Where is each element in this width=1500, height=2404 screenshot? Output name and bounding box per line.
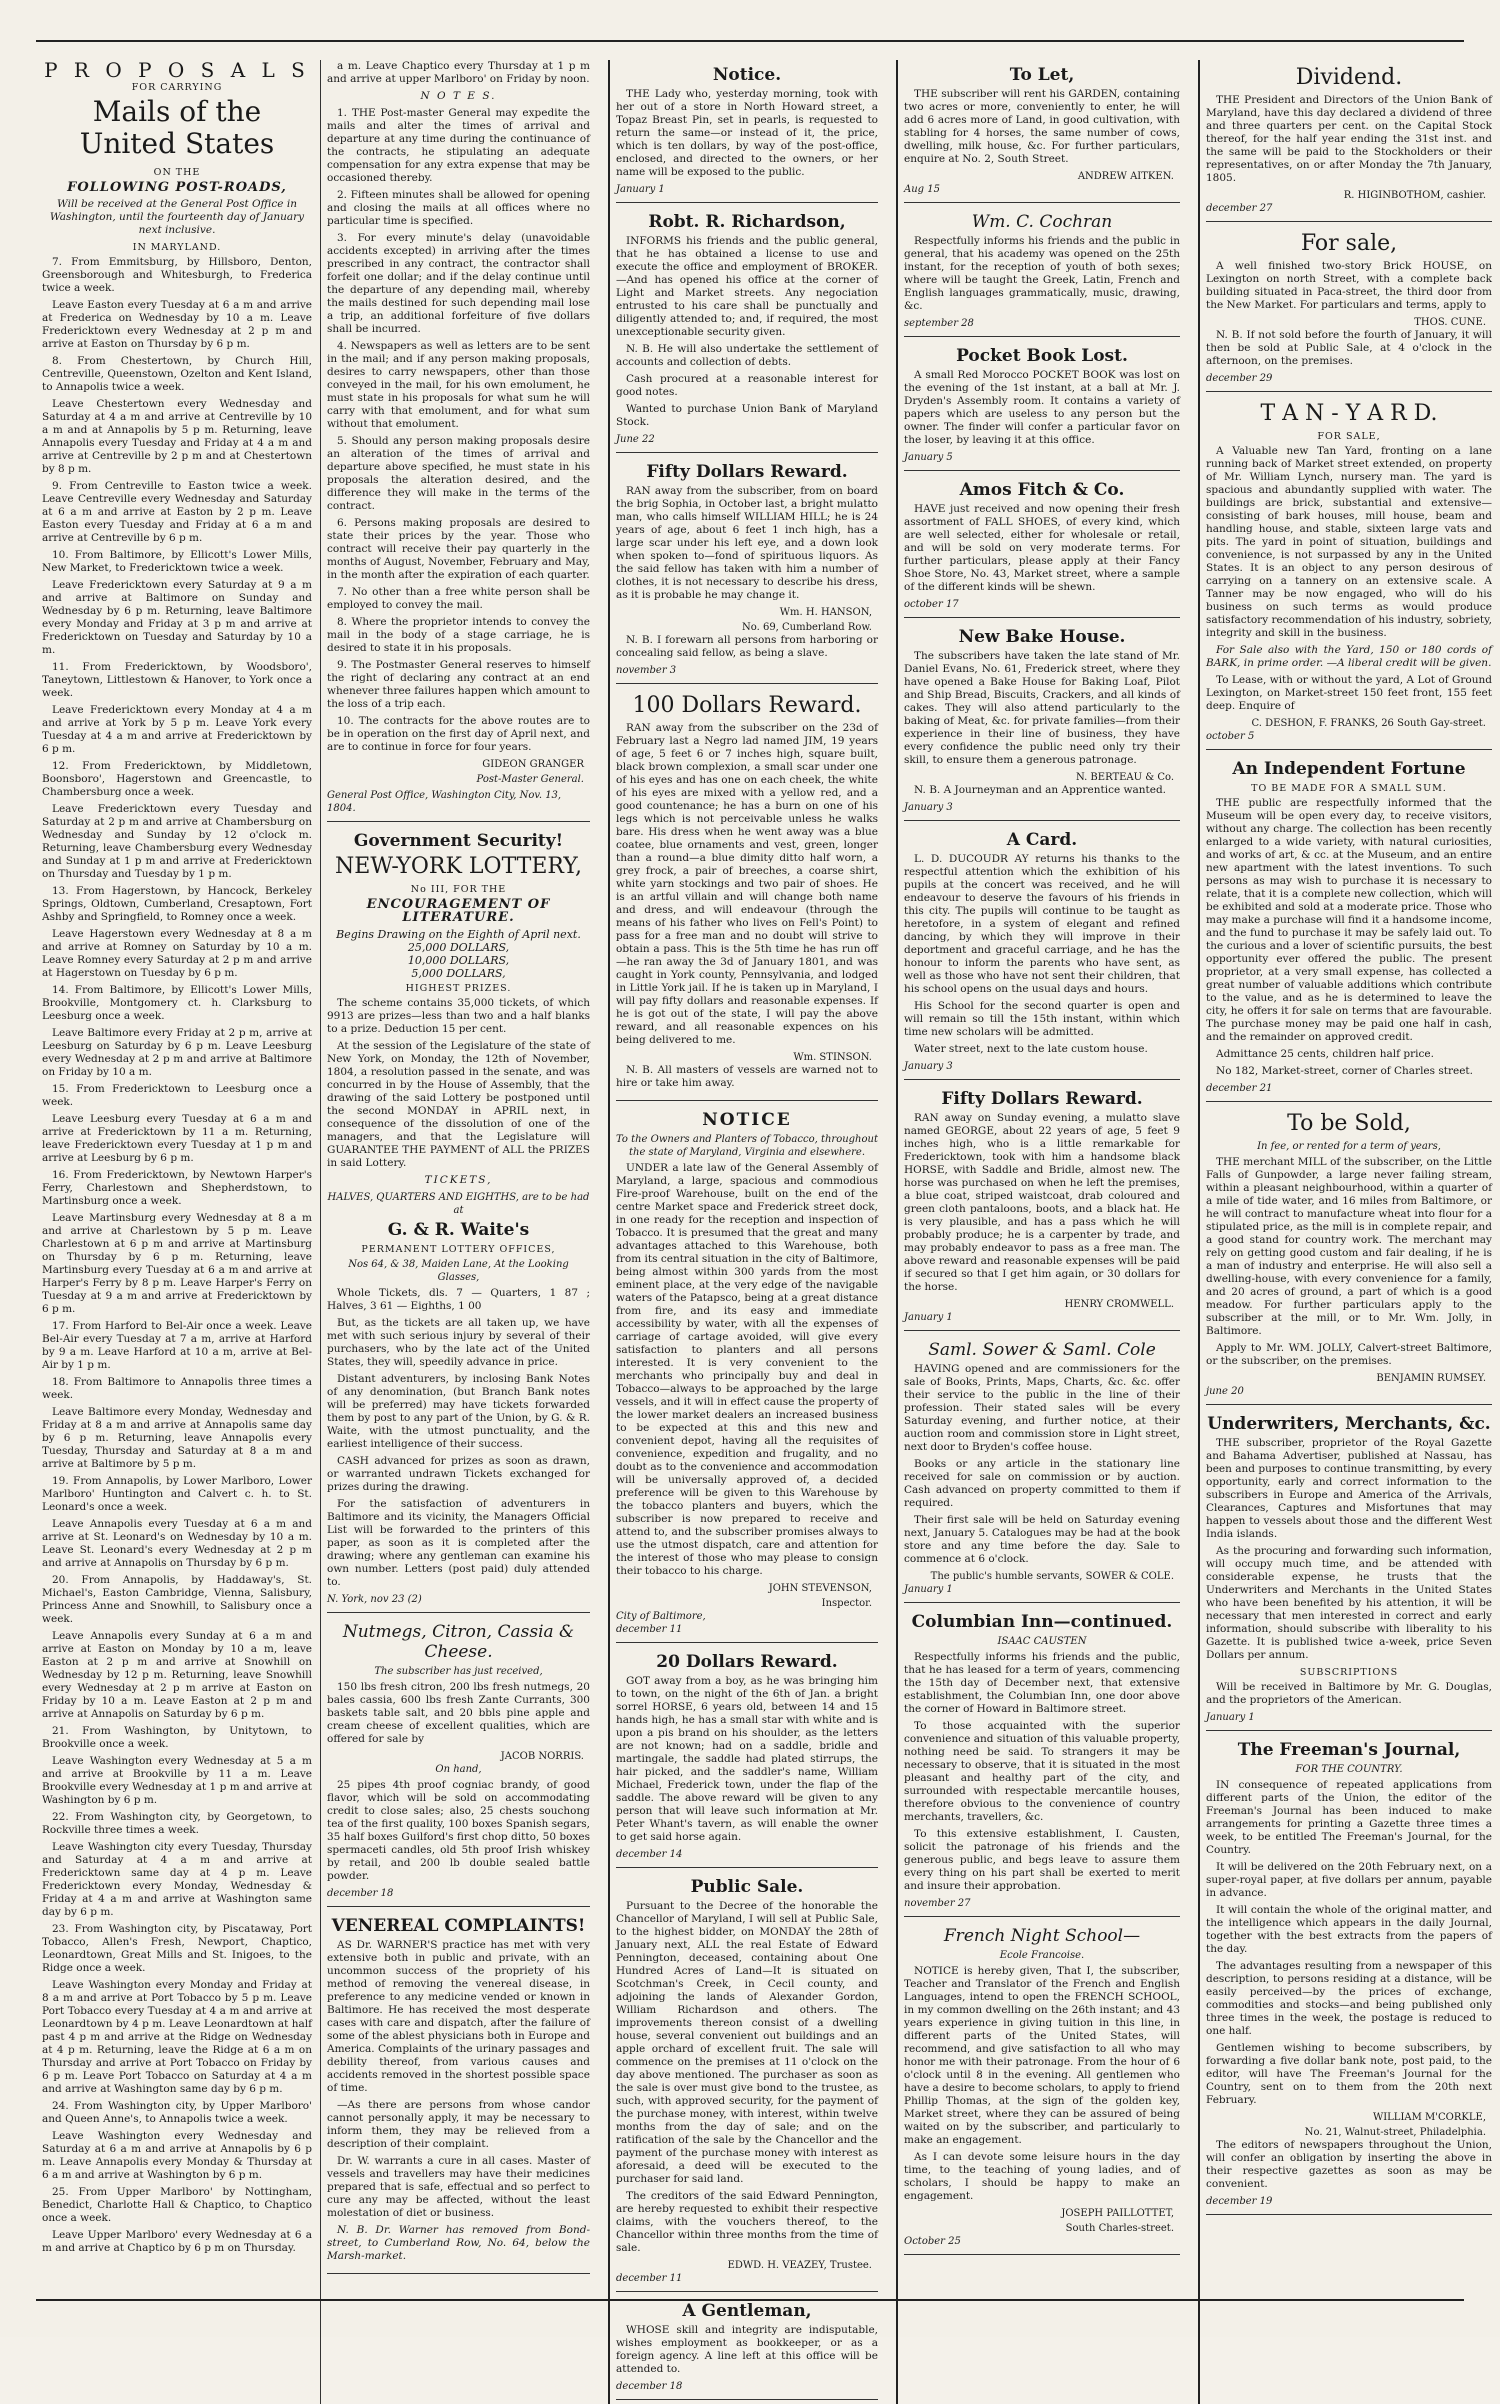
- freeman-nb: The editors of newspapers throughout the Union, will confer an obligation by inserting the above in their respective gazettes as soon as may be convenient.: [1206, 2139, 1492, 2190]
- sower-cole-text: HAVING opened and are commissioners for the sale of Books, Prints, Maps, Charts, &c. &c. offer their service to the public in the line of their profession. Their stated sales will be every Saturday evening, and further notice, at their auction room and commission store in Light street, next door to Bryden's coffee house.: [904, 1363, 1180, 1453]
- pocket-book-ad: [904, 341, 1180, 471]
- fortune-heading: An Independent Fortune: [1232, 759, 1466, 779]
- freeman-text-5: Gentlemen wishing to become subscribers, by forwarding a five dollar bank note, post paid, to the editor, will have The Freeman's Journal for the Country, sent on to them from the 20th next February.: [1206, 2042, 1492, 2106]
- nutmeg-text-2: 25 pipes 4th proof cogniac brandy, of good flavor, which will be sold on accommodating credit to close sales; also, 25 chests souchong tea of the first quality, 100 boxes Spanish segars, 35 half boxes Guilford's first chop ditto, 50 boxes spermaceti candles, old 5th proof Irish whiskey by retail, and 200 lb double sealed battle powder.: [327, 1779, 590, 1882]
- tobacco-role: Inspector.: [821, 1598, 872, 1609]
- note-item: 1. THE Post-master General may expedite the mails and alter the times of arrival and departure at any time during the continuance of the contracts, he stipulating an adequate compensation for any extra expense that may be occasioned thereby.: [327, 107, 590, 184]
- route-item: 9. From Centreville to Easton twice a week. Leave Centreville every Wednesday and Saturday at 6 a m and arrive at Easton by 2 p m. Leave Easton every Tuesday and Friday at 6 a m and arrive at Centreville by 6 p m.: [42, 480, 312, 544]
- gentleman-ad: [616, 2296, 878, 2400]
- granger-place: General Post Office, Washington City, Nov. 13, 1804.: [327, 790, 562, 814]
- tobesold-heading: To be Sold,: [1287, 1111, 1411, 1136]
- prize-line: HIGHEST PRIZES.: [405, 983, 512, 994]
- bake-house-nb: N. B. A Journeyman and an Apprentice wanted.: [914, 784, 1167, 796]
- fortune-text: THE public are respectfully informed that the Museum will be open every day, to receive visitors, without any charge. The collection has been recently enlarged to a wide variety, with natural curiosities, and works of art, & cc. at the Museum, and an entire new apartment with the latest inventions. To such persons as may wish to purchase it is necessary to relate, that it is a complete new collection, which will be exhibited and sold at a moderate price. Those who may make a purchase will find it a handsome income, and the fund to purchase it may be safely laid out. To the curious and a lover of scientific pursuits, the best opportunity ever offered the public. The present proprietor, at a very small expense, has collected a great number of valuable additions which contribute to the value, and as he is determined to leave the city, he offers it for sale on terms that are favourable. The purchase money may be paid one half in cash, and the remainder on approved credit.: [1206, 797, 1492, 1043]
- route-item: 17. From Harford to Bel-Air once a week. Leave Bel-Air every Tuesday at 7 a m, arrive at Harford by 9 a m. Leave Harford at 10 a m, arrive at Bel-Air by 1 p m.: [42, 1320, 312, 1371]
- route-item: Leave Fredericktown every Monday at 4 a m and arrive at York by 5 p m. Leave York every Tuesday at 4 a m and arrive at Fredericktown by 6 p m.: [42, 704, 312, 755]
- columbian-inn-text: Respectfully informs his friends and the public, that he has leased for a term of years, commencing the 15th day of December next, that extensive establishment, the Columbian Inn, one door above the corner of Howard in Baltimore street.: [904, 1651, 1180, 1715]
- hundred-reward-ad: [616, 688, 878, 1101]
- route-item: Leave Upper Marlboro' every Wednesday at 6 a m and arrive at Chaptico by 6 p m on Thursday.: [42, 2229, 312, 2254]
- prize-line: 10,000 DOLLARS,: [407, 954, 510, 967]
- note-item: 3. For every minute's delay (unavoidable accidents excepted) in arriving after the times prescribed in any contract, the contractor shall forfeit one dollar; and if the delay continue until the departure of any depending mail, whereby the mails destined for such depending mail lose a trip, an additional forfeiture of five dollars shall be incurred.: [327, 232, 590, 335]
- waite-paragraph: But, as the tickets are all taken up, we have met with such serious injury by several of their purchasers, who by the late act of the United States, they will, speedily advance in price.: [327, 1317, 590, 1368]
- tobesold-ad: [1206, 1106, 1492, 1405]
- freeman-text: IN consequence of repeated applications from different parts of the Union, the editor of the Freeman's Journal has been induced to make arrangements for printing a Gazette three times a week, to be entitled The Freeman's Journal, for the Country.: [1206, 1779, 1492, 1856]
- card-address: Water street, next to the late custom house.: [914, 1043, 1148, 1055]
- columbian-inn-heading: Columbian Inn—continued.: [911, 1612, 1173, 1632]
- nutmeg-ad: [327, 1617, 590, 1907]
- freeman-date: december 19: [1206, 2196, 1273, 2207]
- fifty-reward-heading: Fifty Dollars Reward.: [646, 462, 848, 482]
- french-school-text: NOTICE is hereby given, That I, the subscriber, Teacher and Translator of the French and English Languages, intend to open the FRENCH SCHOOL, in my common dwelling on the 26th instant; and 43 years experience in giving tuition in this line, in different parts of the United States, will recommend, and give satisfaction to all who may honor me with their patronage. From the hour of 6 o'clock until 8 in the evening. All gentlemen who have a desire to become scholars, to apply to friend Phillip Thomas, at the sign of the golden key, Market street, where they can be assured of being waited on by the subscriber, and particularly to make an engagement.: [904, 1965, 1180, 2146]
- bake-house-sign: N. BERTEAU & Co.: [1075, 772, 1174, 783]
- french-school-sign: JOSEPH PAILLOTTET,: [1061, 2208, 1174, 2219]
- gentleman-date: december 18: [616, 2381, 683, 2392]
- fifty-reward-ad: [616, 457, 878, 684]
- french-school-text-2: As I can devote some leisure hours in the day time, to the teaching of young ladies, and of scholars, I should be happy to make an engagement.: [904, 2151, 1180, 2202]
- waite-paragraph: For the satisfaction of adventurers in Baltimore and its vicinity, the Managers Official List will be forwarded to the printers of this paper, as soon as it is completed after the drawing; where any gentleman can examine his own number. Letters (post paid) duly attended to.: [327, 1498, 590, 1588]
- underwriters-subs: Will be received in Baltimore by Mr. G. Douglas, and the proprietors of the American.: [1206, 1681, 1492, 1706]
- cochran-text: Respectfully informs his friends and the public in general, that his academy was opened on the 25th instant, for the reception of youth of both sexes; where will be taught the Greek, Latin, French and English languages grammatically, music, drawing, &c.: [904, 235, 1180, 312]
- richardson-ad: [616, 207, 878, 453]
- nutmeg-sub: The subscriber has just received,: [374, 1666, 543, 1677]
- fifty-reward-text: RAN away from the subscriber, from on board the brig Sophia, in October last, a bright mulatto man, who calls himself WILLIAM HILL; he is 24 years of age, about 6 feet 1 inch high, has a large scar under his left eye, and a down look when spoken to—fond of spirituous liquors. As the said fellow has taken with him a number of clothes, it is not necessary to describe his dress, as it is probable he may change it.: [616, 485, 878, 601]
- proposals-intro: Will be received at the General Post Office in Washington, until the fourteenth day of January next inclusive.: [49, 198, 305, 236]
- route-item: 21. From Washington, by Unitytown, to Brookville once a week.: [42, 1725, 312, 1750]
- hundred-reward-text: RAN away from the subscriber on the 23d of February last a Negro lad named JIM, 19 years of age, 5 feet 6 or 7 inches high, square built, black brown complexion, a small scar under one of his eyes and has one on each cheek, the white of his eyes are mixed with a yellow red, and a good countenance; he has a burn on one of his legs which is not perceivable unless he walks bare. His dress when he went away was a blue coatee, blue ornaments and vest, green, longer than a round—a blue dimity ditto half worn, a grey frock, a pair of breeches, a coarse shirt, white yarn stockings and two pair of shoes. He is an artful villain and will change both name and dress, and will endeavour (through the means of his father who lives on Fell's Point) to pass for a free man and no doubt will strive to obtain a pass. This is the 5th time he has run off—he ran away the 3d of January 1801, and was caught in York county, Pennsylvania, and lodged in Little York jail. If he is taken up in Maryland, I will pay fifty dollars and reasonable expenses. If he is got out of the state, I will pay the above reward, and all reasonable expences on his being delivered to me.: [616, 722, 878, 1046]
- sower-cole-ad: [904, 1335, 1180, 1603]
- french-school-heading: French Night School—: [943, 1926, 1141, 1946]
- twenty-reward-text: GOT away from a boy, as he was bringing him to town, on the night of the 6th of Jan. a bright sorrel HORSE, 6 years old, between 14 and 15 hands high, he has a small star with white and is upon a pis brand on his shoulder, as the letters are not known; had on a saddle, bridle and martingale, the saddle had plated stirrups, the hair picked, and the saddler's name, William Michael, Frederick town, under the flap of the saddle. The above reward will be given to any person that will leave such information at Mr. Peter Whant's tavern, as will enable the owner to get said horse again.: [616, 1675, 878, 1843]
- tanyard-sign: C. DESHON, F. FRANKS, 26 South Gay-street.: [1251, 718, 1486, 729]
- tanyard-text-3: To Lease, with or without the yard, A Lot of Ground Lexington, on Market-street 150 feet front, 155 feet deep. Enquire of: [1206, 674, 1492, 712]
- tickets-heading: TICKETS,: [424, 1174, 493, 1186]
- bake-house-heading: New Bake House.: [958, 627, 1126, 647]
- lottery-number: No III, FOR THE: [410, 884, 507, 895]
- underwriters-date: January 1: [1206, 1712, 1255, 1723]
- dividend-text: THE President and Directors of the Union Bank of Maryland, have this day declared a dividend of three and three quarters per cent. on the Capital Stock thereof, for the half year ending the 31st inst. and the same will be paid to the Stockholders or their representatives, on or after Monday the 7th January, 1805.: [1206, 94, 1492, 184]
- tobesold-date: june 20: [1206, 1386, 1244, 1397]
- fortune-text-2: Admittance 25 cents, children half price.: [1216, 1048, 1434, 1060]
- cochran-heading: Wm. C. Cochran: [971, 212, 1113, 232]
- route-item: 16. From Fredericktown, by Newtown Harper's Ferry, Charlestown and Shepherdstown, to Martinsburg once a week.: [42, 1169, 312, 1207]
- venereal-heading: VENEREAL COMPLAINTS!: [331, 1916, 586, 1936]
- hundred-reward-heading: 100 Dollars Reward.: [632, 693, 862, 718]
- route-item: 25. From Upper Marlboro' by Nottingham, Benedict, Charlotte Hall & Chaptico, to Chaptico once a week.: [42, 2186, 312, 2224]
- twenty-reward-date: december 14: [616, 1849, 683, 1860]
- fifty-reward-2-heading: Fifty Dollars Reward.: [941, 1089, 1143, 1109]
- tobacco-place: City of Baltimore,: [616, 1611, 706, 1622]
- ticket-prices: Whole Tickets, dls. 7 — Quarters, 1 87 ; Halves, 3 61 — Eighths, 1 00: [327, 1287, 590, 1312]
- route-item: 23. From Washington city, by Piscataway, Port Tobacco, Allen's Fresh, Newport, Chaptico, Leonardtown, Great Mills and St. Inigoes, to the Ridge once a week.: [42, 1923, 312, 1974]
- venereal-paragraph: Dr. W. warrants a cure in all cases. Master of vessels and travellers may have their medicines prepared that is safe, effectual and so perfect to cure any may be affected, without the least molestation of diet or business.: [327, 2155, 590, 2219]
- public-sale-sign: EDWD. H. VEAZEY, Trustee.: [727, 2260, 872, 2271]
- fifty-reward-sign: Wm. H. HANSON,: [779, 607, 872, 618]
- tobacco-sub: To the Owners and Planters of Tobacco, throughout the state of Maryland, Virginia and elsewhere.: [616, 1134, 878, 1158]
- french-school-date: October 25: [904, 2236, 961, 2247]
- waite-paragraph: CASH advanced for prizes as soon as drawn, or warranted undrawn Tickets exchanged for prizes during the drawing.: [327, 1455, 590, 1493]
- fifty-reward-2-date: January 1: [904, 1312, 953, 1323]
- lottery-paragraph: At the session of the Legislature of the state of New York, on Monday, the 12th of November, 1804, a resolution passed in the senate, and was concurred in by the House of Assembly, that the drawing of the said Lottery be postponed until the second MONDAY in APRIL next, in consequence of the dissolution of one of the managers, and that the Legislature will GUARANTEE THE PAYMENT of ALL the PRIZES in said Lottery.: [327, 1040, 590, 1169]
- underwriters-heading: Underwriters, Merchants, &c.: [1207, 1414, 1491, 1434]
- note-item: 10. The contracts for the above routes are to be in operation on the first day of April next, and are to continue in force for four years.: [327, 715, 590, 753]
- public-sale-text: Pursuant to the Decree of the honorable the Chancellor of Maryland, I will sell at Public Sale, to the highest bidder, on MONDAY the 28th of January next, ALL the real Estate of Edward Pennington, deceased, containing about One Hundred Acres of Land—It is situated on Scotchman's Creek, in Cecil county, and adjoining the lands of Alexander Gordon, William Richardson and others. The improvements thereon consist of a dwelling house, several convenient out buildings and an apple orchard of excellent fruit. The sale will commence on the premises at 11 o'clock on the day above mentioned. The purchaser as soon as the sale is over must give bond to the trustee, as such, with approved security, for the payment of the purchase money, with interest, within twelve months from the day of sale; and on the ratification of the sale by the Chancellor and the payment of the purchase money with interest as aforesaid, a deed will be executed to the purchaser for said land.: [616, 1900, 878, 2185]
- tickets-sub: HALVES, QUARTERS AND EIGHTHS, are to be had at: [327, 1192, 590, 1216]
- tolet-text: THE subscriber will rent his GARDEN, containing two acres or more, conveniently to enter, he will add 6 acres more of Land, in good cultivation, with stabling for 4 horses, the same number of cows, dwelling, milk house, &c. For further particulars, enquire at No. 2, South Street.: [904, 88, 1180, 165]
- prize-line: 5,000 DOLLARS,: [411, 967, 506, 980]
- venereal-paragraph: N. B. Dr. Warner has removed from Bond-street, to Cumberland Row, No. 64, below the Marsh-market.: [327, 2224, 590, 2262]
- tolet-ad: [904, 60, 1180, 203]
- forsale-nb: N. B. If not sold before the fourth of January, it will then be sold at Public Sale, at 4 o'clock in the afternoon, on the premises.: [1206, 329, 1492, 367]
- tobacco-date: december 11: [616, 1624, 683, 1635]
- sower-cole-text-3: Their first sale will be held on Saturday evening next, January 5. Catalogues may be had at the book store and any time before the day. Sale to commence at 6 o'clock.: [904, 1514, 1180, 1565]
- freeman-sub: FOR THE COUNTRY.: [1295, 1764, 1403, 1775]
- lottery-title: NEW-YORK LOTTERY,: [335, 854, 582, 879]
- tobesold-text-2: Apply to Mr. WM. JOLLY, Calvert-street Baltimore, or the subscriber, on the premises.: [1206, 1342, 1492, 1367]
- route-item: Leave Annapolis every Tuesday at 6 a m and arrive at St. Leonard's on Wednesday by 10 a m. Leave St. Leonard's every Wednesday at 2 p m and arrive at Annapolis on Thursday by 6 p m.: [42, 1518, 312, 1569]
- underwriters-text-2: As the procuring and forwarding such information, will occupy much time, and be attended with considerable expense, he trusts that the Underwriters and Merchants in the United States who have been benefited by his attention, it will be necessary that men interested in correct and early information, should subscribe with liberality to his Gazette. It is published twice a-week, price Seven Dollars per annum.: [1206, 1545, 1492, 1661]
- nutmeg-heading: Nutmegs, Citron, Cassia & Cheese.: [342, 1622, 575, 1662]
- underwriters-text: THE subscriber, proprietor of the Royal Gazette and Bahama Advertiser, published at Nassau, has been and purposes to continue transmitting, by every opportunity, early and correct information to the subscribers in Europe and America of the Arrivals, Clearances, Captures and Misfortunes that may happen to vessels about those and the different West India islands.: [1206, 1437, 1492, 1540]
- route-item: Leave Martinsburg every Wednesday at 8 a m and arrive at Charlestown by 5 p m. Leave Charlestown at 6 p m and arrive at Martinsburg on Thursday by 6 p m. Returning, leave Martinsburg every Tuesday at 6 a m and arrive at Harper's Ferry by 8 p m. Leave Harper's Ferry on Tuesday at 9 a m and arrive at Fredericktown by 6 p m.: [42, 1212, 312, 1315]
- richardson-paragraph: N. B. He will also undertake the settlement of accounts and collection of debts.: [616, 343, 878, 368]
- card-heading: A Card.: [1006, 830, 1078, 850]
- freeman-ad: [1206, 1735, 1492, 2215]
- route-item: Leave Leesburg every Tuesday at 6 a m and arrive at Fredericktown by 11 a m. Returning, leave Fredericktown every Tuesday at 1 p m and arrive at Leesburg by 6 p m.: [42, 1113, 312, 1164]
- bake-house-ad: [904, 622, 1180, 821]
- column-1b: [320, 60, 590, 2404]
- public-sale-heading: Public Sale.: [690, 1877, 804, 1897]
- note-item: 4. Newspapers as well as letters are to be sent in the mail; and if any person making proposals, desires to carry newspapers, other than those conveyed in the mail, for his own emolument, he must state in his proposals for what sum he will carry with that emolument, and for what sum without that emolument.: [327, 340, 590, 430]
- tanyard-text-2: For Sale also with the Yard, 150 or 180 cords of BARK, in prime order. —A liberal credit will be given.: [1206, 644, 1492, 669]
- route-item: Leave Fredericktown every Tuesday and Saturday at 2 p m and arrive at Chambersburg on Wednesday and Sunday by 12 o'clock m. Returning, leave Chambersburg every Wednesday and Sunday at 1 p m and arrive at Fredericktown on Thursday and Tuesday by 1 p m.: [42, 803, 312, 880]
- hundred-reward-sign: Wm. STINSON.: [793, 1052, 872, 1063]
- lottery-begins: Begins Drawing on the Eighth of April next.: [336, 928, 581, 941]
- pocket-book-date: January 5: [904, 452, 953, 463]
- route-item: 7. From Emmitsburg, by Hillsboro, Denton, Greensborough and Whitesburgh, to Frederica twice a week.: [42, 256, 312, 294]
- richardson-heading: Robt. R. Richardson,: [648, 212, 846, 232]
- freeman-text-2: It will be delivered on the 20th February next, on a super-royal paper, at five dollars per annum, payable in advance.: [1206, 1861, 1492, 1899]
- hundred-reward-nb: N. B. All masters of vessels are warned not to hire or take him away.: [616, 1064, 878, 1089]
- column-4: [1198, 60, 1498, 2404]
- tobacco-text: UNDER a late law of the General Assembly of Maryland, a large, spacious and commodious Fire-proof Warehouse, built on the end of the centre Market space and Frederick street dock, in one ready for the reception and inspection of Tobacco. It is presumed that the great and many advantages attached to this Warehouse, both from its central situation in the city of Baltimore, being almost within 300 yards from the most eminent place, at the very edge of the navigable waters of the Patapsco, being at a great distance from fire, and its easy and immediate accessibility by water, with all the expenses of carriage of cartage avoided, will give every satisfaction to planters and all persons interested. It is very convenient to the merchants who principally buy and deal in Tobacco—always to be approached by the large vessels, and it will in effect cause the property of the lower market dealers an increased business to be expected at this and this new and convenient depot, having all the requisites of convenience, expedition and frugality, and no doubt as to the convenience and accommodation will be universally approved of, a decided preference will be given to this Warehouse by the tobacco planters and buyers, which the subscriber is now prepared to receive and attend to, and the subscriber promises always to use the utmost dispatch, care and attention for the interest of those who may please to consign their tobacco to his charge.: [616, 1162, 878, 1577]
- route-item: 19. From Annapolis, by Lower Marlboro, Lower Marlboro' Huntington and Calvert c. h. to St. Leonard's once a week.: [42, 1475, 312, 1513]
- tobesold-sign: BENJAMIN RUMSEY.: [1376, 1373, 1486, 1384]
- route-item: 22. From Washington city, by Georgetown, to Rockville three times a week.: [42, 1811, 312, 1836]
- lottery-ad: [327, 826, 590, 1613]
- dividend-ad: [1206, 60, 1492, 222]
- venereal-ad: [327, 1911, 590, 2274]
- venereal-paragraph: AS Dr. WARNER'S practice has met with very extensive both in public and private, with an uncommon success of the propriety of his method of removing the venereal disease, in preference to any medicine vended or known in Baltimore. He has received the most desperate cases with care and dispatch, after the failure of some of the ablest physicians both in Europe and America. Complaints of the urinary passages and debility thereof, from various causes and accidents removed in the shortest possible space of time.: [327, 1939, 590, 2094]
- waite-sub: PERMANENT LOTTERY OFFICES,: [361, 1244, 556, 1255]
- french-school-address: South Charles-street.: [1065, 2223, 1174, 2234]
- dividend-heading: Dividend.: [1295, 65, 1403, 90]
- card-text: L. D. DUCOUDR AY returns his thanks to the respectful attention which the exhibition of his pupils at the concert was received, and he will endeavour to deserve the favours of his friends in this city. The pupils will continue to be taught as heretofore, in a system of elegant and refined dancing, by which they will improve in their deportment and graceful carriage, and he has the honour to inform the parents who have sent, as well as those who have not sent their children, that his school opens on the usual days and hours.: [904, 853, 1180, 995]
- amos-fitch-ad: [904, 475, 1180, 618]
- columbian-inn-date: november 27: [904, 1898, 971, 1909]
- route-item: 15. From Fredericktown to Leesburg once a week.: [42, 1083, 312, 1108]
- lottery-subtitle: ENCOURAGEMENT OF LITERATURE.: [366, 897, 551, 925]
- tanyard-sub: FOR SALE,: [1317, 431, 1381, 442]
- tobacco-heading: NOTICE: [702, 1110, 792, 1130]
- richardson-paragraph: Cash procured at a reasonable interest for good notes.: [616, 373, 878, 398]
- tobesold-text: THE merchant MILL of the subscriber, on the Little Falls of Gunpowder, a large never failing stream, within a pleasant neighbourhood, within a quarter of a mile of tide water, and 16 miles from Baltimore, or he will contract to manufacture wheat into flour for a stipulated price, as the mill is in complete repair, and a good stand for country work. The merchant may rely on getting good custom and fair dealing, if he is a man of industry and enterprise. He will also sell a dwelling-house, with every convenience for a family, and 20 acres of ground, a part of which is a good meadow. For further particulars apply to the subscriber at the mill, or to Mr. Wm. Jolly, in Baltimore.: [1206, 1156, 1492, 1337]
- freeman-heading: The Freeman's Journal,: [1237, 1740, 1461, 1760]
- route-item: Leave Annapolis every Sunday at 6 a m and arrive at Easton on Monday by 10 a m, leave Easton at 2 p m and arrive at Snowhill on Wednesday by 12 p m. Returning, leave Snowhill every Wednesday at 2 p m arrive at Easton on Friday by 10 a m. Leave Easton at 2 p m and arrive at Annapolis on Saturday by 6 p m.: [42, 1630, 312, 1720]
- tobesold-sub: In fee, or rented for a term of years,: [1257, 1141, 1441, 1152]
- fifty-reward-address: No. 69, Cumberland Row.: [742, 622, 872, 633]
- fifty-reward-nb: N. B. I forewarn all persons from harboring or concealing said fellow, as being a slave.: [616, 634, 878, 659]
- tolet-sign: ANDREW AITKEN.: [1077, 171, 1174, 182]
- notes-lead: a m. Leave Chaptico every Thursday at 1 p m and arrive at upper Marlboro' on Friday by noon.: [327, 60, 590, 85]
- route-item: Leave Baltimore every Monday, Wednesday and Friday at 8 a m and arrive at Annapolis same day by 6 p m. Returning, leave Annapolis every Tuesday, Thursday and Saturday at 8 a m and arrive at Baltimore by 5 p m.: [42, 1406, 312, 1470]
- sower-cole-heading: Saml. Sower & Saml. Cole: [928, 1340, 1156, 1360]
- notes-heading: N O T E S.: [420, 90, 497, 102]
- note-item: 8. Where the proprietor intends to convey the mail in the body of a stage carriage, he is desired to state it in his proposals.: [327, 616, 590, 654]
- tobacco-ad: [616, 1105, 878, 1643]
- card-nb: His School for the second quarter is open and will remain so till the 15th instant, within which time new scholars will be admitted.: [904, 1000, 1180, 1038]
- state-heading: IN MARYLAND.: [132, 242, 222, 253]
- fortune-address: No 182, Market-street, corner of Charles street.: [1216, 1065, 1473, 1077]
- bake-house-text: The subscribers have taken the late stand of Mr. Daniel Evans, No. 61, Frederick street, where they have opened a Bake House for Baking Loaf, Pilot and Ship Bread, Biscuits, Crackers, and all kinds of cakes. They will also attend particularly to the baking of Meat, &c. for private families—from their experience in their line of business, they have every confidence the public need only try their skill, to ensure them a generous patronage.: [904, 650, 1180, 766]
- fifty-reward-2-text: RAN away on Sunday evening, a mulatto slave named GEORGE, about 22 years of age, 5 feet 9 inches high, who is a little remarkable for Fredericktown, took with him a handsome black HORSE, with Saddle and Bridle, almost new. The horse was purchased on when he left the premises, a blue coat, striped waistcoat, drab coloured and green cloth pantaloons, boots, and a black hat. He is very plausible, and has a pass which he will probably produce; he is a carpenter by trade, and may probably endeavor to pass as a free man. The above reward and reasonable expenses will be paid if secured so that I get him again, or 30 dollars for the horse.: [904, 1112, 1180, 1293]
- fortune-date: december 21: [1206, 1083, 1273, 1094]
- bake-house-date: January 3: [904, 802, 953, 813]
- granger-name: GIDEON GRANGER: [482, 759, 584, 770]
- notice-ad: [616, 60, 878, 203]
- cochran-date: september 28: [904, 318, 974, 329]
- column-1: [36, 60, 596, 2404]
- sower-cole-date: January 1: [904, 1584, 953, 1595]
- forsale-sign: THOS. CUNE.: [1414, 317, 1486, 328]
- mails-title: Mails of the United States: [79, 95, 275, 160]
- forsale-heading: For sale,: [1300, 231, 1398, 256]
- granger-place-block: [327, 786, 590, 822]
- column-2: [608, 60, 884, 2404]
- forsale-ad: [1206, 226, 1492, 392]
- route-item: 24. From Washington city, by Upper Marlboro' and Queen Anne's, to Annapolis twice a week.: [42, 2100, 312, 2125]
- note-item: 7. No other than a free white person shall be employed to convey the mail.: [327, 586, 590, 611]
- gentleman-heading: A Gentleman,: [682, 2301, 812, 2321]
- nutmeg-sign: JACOB NORRIS.: [500, 1751, 584, 1762]
- nutmeg-date: december 18: [327, 1888, 394, 1899]
- freeman-address: No. 21, Walnut-street, Philadelphia.: [1304, 2127, 1486, 2138]
- columbian-inn-sub: ISAAC CAUSTEN: [997, 1636, 1087, 1647]
- route-item: Leave Washington every Wednesday and Saturday at 6 a m and arrive at Annapolis by 6 p m. Leave Annapolis every Monday & Thursday at 6 a m and arrive at Washington by 6 p m.: [42, 2130, 312, 2181]
- public-sale-text-2: The creditors of the said Edward Pennington, are hereby requested to exhibit their respective claims, with the vouchers thereof, to the Chancellor within three months from the time of sale.: [616, 2190, 878, 2254]
- pocket-book-text: A small Red Morocco POCKET BOOK was lost on the evening of the 1st instant, at a ball at Mr. J. Dryden's Assembly room. It contains a variety of papers which are useless to any person but the owner. The finder will confer a particular favor on the loser, by leaving it at this office.: [904, 369, 1180, 446]
- top-rule: [36, 40, 1464, 42]
- card-ad: [904, 825, 1180, 1080]
- waite-address: Nos 64, & 38, Maiden Lane, At the Looking Glasses,: [348, 1259, 569, 1283]
- fifty-reward-2-sign: HENRY CROMWELL.: [1064, 1299, 1174, 1310]
- note-item: 9. The Postmaster General reserves to himself the right of declaring any contract at an end whenever three failures happen which amount to the loss of a trip each.: [327, 659, 590, 710]
- post-roads-title: FOLLOWING POST-ROADS,: [67, 180, 287, 195]
- forsale-date: december 29: [1206, 373, 1273, 384]
- tanyard-date: october 5: [1206, 731, 1255, 742]
- tolet-heading: To Let,: [1009, 65, 1075, 85]
- richardson-date: June 22: [616, 434, 655, 445]
- notice-heading: Notice.: [712, 65, 782, 85]
- tobacco-sign: JOHN STEVENSON,: [768, 1583, 872, 1594]
- route-item: Leave Washington every Wednesday at 5 a m and arrive at Brookville by 11 a m. Leave Brookville every Wednesday at 1 p m and arrive at Washington by 6 p m.: [42, 1755, 312, 1806]
- columbian-inn-text-2: To those acquainted with the superior convenience and situation of this valuable property, nothing need be said. To strangers it may be necessary to observe, that it is situated in the most pleasant and healthy part of the city, and surrounded with respectable mercantile houses, therefore obvious to the convenience of country merchants, travellers, &c.: [904, 1720, 1180, 1823]
- notice-text: THE Lady who, yesterday morning, took with her out of a store in North Howard street, a Topaz Breast Pin, set in pearls, is requested to return the same—or instead of it, the price, which is ten dollars, by way of the post-office, enclosed, and directed to the owners, or her name will be exposed to the public.: [616, 88, 878, 178]
- route-item: 13. From Hagerstown, by Hancock, Berkeley Springs, Oldtown, Cumberland, Cresaptown, Fort Ashby and Springfield, to Romney once a week.: [42, 885, 312, 923]
- for-carrying: FOR CARRYING: [131, 82, 223, 93]
- note-item: 2. Fifteen minutes shall be allowed for opening and closing the mails at all offices where no particular time is specified.: [327, 189, 590, 227]
- card-date: January 3: [904, 1061, 953, 1072]
- route-item: Leave Chestertown every Wednesday and Saturday at 4 a m and arrive at Centreville by 10 a m and at Annapolis by 5 p m. Returning, leave Annapolis every Tuesday and Friday at 4 a m and arrive at Centreville by 2 p m and at Chestertown by 8 p m.: [42, 398, 312, 475]
- route-item: Leave Fredericktown every Saturday at 9 a m and arrive at Baltimore on Sunday and Wednesday by 6 p m. Returning, leave Baltimore every Monday and Friday at 3 p m and arrive at Fredericktown on Tuesday and Saturday by 10 a m.: [42, 579, 312, 656]
- column-1a: [42, 60, 312, 2404]
- underwriters-ad: [1206, 1409, 1492, 1731]
- richardson-paragraph: Wanted to purchase Union Bank of Maryland Stock.: [616, 403, 878, 428]
- note-item: 6. Persons making proposals are desired to state their prices by the year. Those who contract will receive their pay quarterly in the months of August, November, February and May, in the month after the expiration of each quarter.: [327, 517, 590, 581]
- columbian-inn-ad: [904, 1607, 1180, 1917]
- public-sale-date: december 11: [616, 2273, 683, 2284]
- proposals-title: P R O P O S A L S: [44, 58, 310, 82]
- fifty-reward-date: november 3: [616, 665, 677, 676]
- gentleman-text: WHOSE skill and integrity are indisputable, wishes employment as bookkeeper, or as a foreign agency. A line left at this office will be attended to.: [616, 2324, 878, 2375]
- venereal-paragraph: —As there are persons from whose candor cannot personally apply, it may be necessary to inform them, they may be relieved from a description of their complaint.: [327, 2099, 590, 2150]
- waite-date: N. York, nov 23 (2): [327, 1594, 422, 1605]
- amos-fitch-date: october 17: [904, 599, 959, 610]
- bottom-rule: [36, 2299, 1464, 2301]
- prize-line: 25,000 DOLLARS,: [407, 941, 510, 954]
- lottery-heading: Government Security!: [353, 831, 564, 851]
- twenty-reward-heading: 20 Dollars Reward.: [656, 1652, 838, 1672]
- fortune-sub: TO BE MADE FOR A SMALL SUM.: [1251, 783, 1447, 794]
- forsale-text: A well finished two-story Brick HOUSE, on Lexington on north Street, with a complete back building situated in Paca-street, the third door from the New Market. For particulars and terms, apply to: [1206, 260, 1492, 311]
- route-item: 14. From Baltimore, by Ellicott's Lower Mills, Brookville, Montgomery ct. h. Clarksburg to Leesburg once a week.: [42, 984, 312, 1022]
- twenty-reward-ad: [616, 1647, 878, 1868]
- freeman-text-4: The advantages resulting from a newspaper of this description, to persons residing at a distance, will be easily perceived—by the prices of exchange, commodities and stocks—and being published only three times in the week, the postage is reduced to one half.: [1206, 1960, 1492, 2037]
- richardson-paragraph: INFORMS his friends and the public general, that he has obtained a license to use and execute the office and employment of BROKER. —And has opened his office at the corner of Light and Market streets. Any negociation entrusted to his care shall be punctually and diligently attended to; and, if required, the most unexceptionable security given.: [616, 235, 878, 338]
- dividend-sign: R. HIGINBOTHOM, cashier.: [1343, 190, 1486, 201]
- route-item: 20. From Annapolis, by Haddaway's, St. Michael's, Easton Cambridge, Vienna, Salisbury, Princess Anne and Snowhill, to Salisbury once a week.: [42, 1574, 312, 1625]
- column-3: [896, 60, 1186, 2404]
- route-item: Leave Easton every Tuesday at 6 a m and arrive at Frederica on Wednesday by 10 a m. Leave Fredericktown every Wednesday at 2 p m and arrive at Easton on Thursday by 6 p m.: [42, 299, 312, 350]
- nutmeg-text: 150 lbs fresh citron, 200 lbs fresh nutmegs, 20 bales cassia, 600 lbs fresh Zante Currants, 300 baskets table salt, and 20 bbls pine apple and cream cheese of excellent qualities, which are offered for sale by: [327, 1681, 590, 1745]
- on-the: ON THE: [153, 167, 201, 178]
- route-item: 12. From Fredericktown, by Middletown, Boonsboro', Hagerstown and Greencastle, to Chambersburg once a week.: [42, 760, 312, 798]
- route-item: Leave Baltimore every Friday at 2 p m, arrive at Leesburg on Saturday by 6 p m. Leave Leesburg every Wednesday at 2 p m and arrive at Baltimore on Friday by 10 a m.: [42, 1027, 312, 1078]
- pocket-book-heading: Pocket Book Lost.: [956, 346, 1128, 366]
- granger-title: Post-Master General.: [476, 774, 584, 785]
- note-item: 5. Should any person making proposals desire an alteration of the times of arrival and departure above specified, he must state in his proposals the alteration desired, and the difference they will make in the terms of the contract.: [327, 435, 590, 512]
- tanyard-heading: T A N - Y A R D.: [1260, 401, 1438, 426]
- french-school-ad: [904, 1921, 1180, 2255]
- french-school-sub: Ecole Francoise.: [999, 1950, 1085, 1961]
- sower-cole-sign: The public's humble servants, SOWER & COLE.: [930, 1571, 1174, 1582]
- lottery-paragraph: The scheme contains 35,000 tickets, of which 9913 are prizes—less than two and a half blanks to a prize. Deduction 15 per cent.: [327, 997, 590, 1035]
- freeman-text-3: It will contain the whole of the original matter, and the intelligence which appears in the daily Journal, together with the best extracts from the papers of the day.: [1206, 1904, 1492, 1955]
- route-item: 11. From Fredericktown, by Woodsboro', Taneytown, Littlestown & Hanover, to York once a week.: [42, 661, 312, 699]
- waite-name: G. & R. Waite's: [387, 1220, 530, 1240]
- underwriters-subs-heading: SUBSCRIPTIONS: [1299, 1667, 1399, 1678]
- notice-date: January 1: [616, 184, 665, 195]
- public-sale-ad: [616, 1872, 878, 2292]
- dividend-date: december 27: [1206, 203, 1273, 214]
- tolet-date: Aug 15: [904, 184, 940, 195]
- columbian-inn-text-3: To this extensive establishment, I. Causten, solicit the patronage of his friends and the generous public, and begs leave to assure them every thing on his part shall be exerted to merit and insure their approbation.: [904, 1828, 1180, 1892]
- route-item: 18. From Baltimore to Annapolis three times a week.: [42, 1376, 312, 1401]
- route-item: Leave Hagerstown every Wednesday at 8 a m and arrive at Romney on Saturday by 10 a m. Leave Romney every Saturday at 2 p m and arrive at Hagerstown on Tuesday by 6 p m.: [42, 928, 312, 979]
- tanyard-text: A Valuable new Tan Yard, fronting on a lane running back of Market street extended, on property of Mr. William Lynch, nursery man. The yard is spacious and abundantly supplied with water. The buildings are brick, substantial and extensive—consisting of bark houses, mill house, beam and handling house, and stable, sixteen large vats and pits. The yard in point of situation, buildings and convenience, is not surpassed by any in the United States. It is an object to any person desirous of carrying on a tannery on an extensive scale. A Tanner may be now engaged, who will do his business on such terms as would produce satisfactory recommendation of his industry, sobriety, integrity and skill in the business.: [1206, 445, 1492, 639]
- sower-cole-text-2: Books or any article in the stationary line received for sale on commission or by auction. Cash advanced on property committed to them if required.: [904, 1458, 1180, 1509]
- cochran-ad: [904, 207, 1180, 337]
- amos-fitch-heading: Amos Fitch & Co.: [959, 480, 1125, 500]
- fifty-reward-2-ad: [904, 1084, 1180, 1331]
- waite-paragraph: Distant adventurers, by inclosing Bank Notes of any denomination, (but Branch Bank notes will be preferred) may have tickets forwarded them by post to any part of the Union, by G. & R. Waite, with the utmost punctuality, and the earliest intelligence of their success.: [327, 1373, 590, 1450]
- tanyard-ad: [1206, 396, 1492, 750]
- nutmeg-onhand: On hand,: [435, 1764, 482, 1775]
- route-item: Leave Washington every Monday and Friday at 8 a m and arrive at Port Tobacco by 5 p m. Leave Port Tobacco every Tuesday at 4 a m and arrive at Leonardtown by 4 p m. Leave Leonardtown at half past 4 p m and arrive at the Ridge on Wednesday at 4 p m. Returning, leave the Ridge at 6 a m on Thursday and arrive at Port Tobacco on Friday by 6 p m. Leave Port Tobacco on Saturday at 4 a m and arrive at Washington same day by 6 p m.: [42, 1979, 312, 2095]
- fortune-ad: [1206, 754, 1492, 1102]
- freeman-sign: WILLIAM M'CORKLE,: [1372, 2112, 1486, 2123]
- route-item: Leave Washington city every Tuesday, Thursday and Saturday at 4 a m and arrive at Fredericktown same day at 4 p m. Leave Fredericktown every Monday, Wednesday & Friday at 4 a m and arrive at Washington same day by 6 p m.: [42, 1841, 312, 1918]
- columns: [36, 58, 1492, 2392]
- route-item: 10. From Baltimore, by Ellicott's Lower Mills, New Market, to Fredericktown twice a week.: [42, 549, 312, 574]
- amos-fitch-text: HAVE just received and now opening their fresh assortment of FALL SHOES, of every kind, which are well selected, either for wholesale or retail, and will be sold on very moderate terms. For further particulars, please apply at their Fancy Shoe Store, No. 43, Market street, where a sample of the different kinds will be shewn.: [904, 503, 1180, 593]
- route-item: 8. From Chestertown, by Church Hill, Centreville, Queenstown, Ozelton and Kent Island, to Annapolis twice a week.: [42, 355, 312, 393]
